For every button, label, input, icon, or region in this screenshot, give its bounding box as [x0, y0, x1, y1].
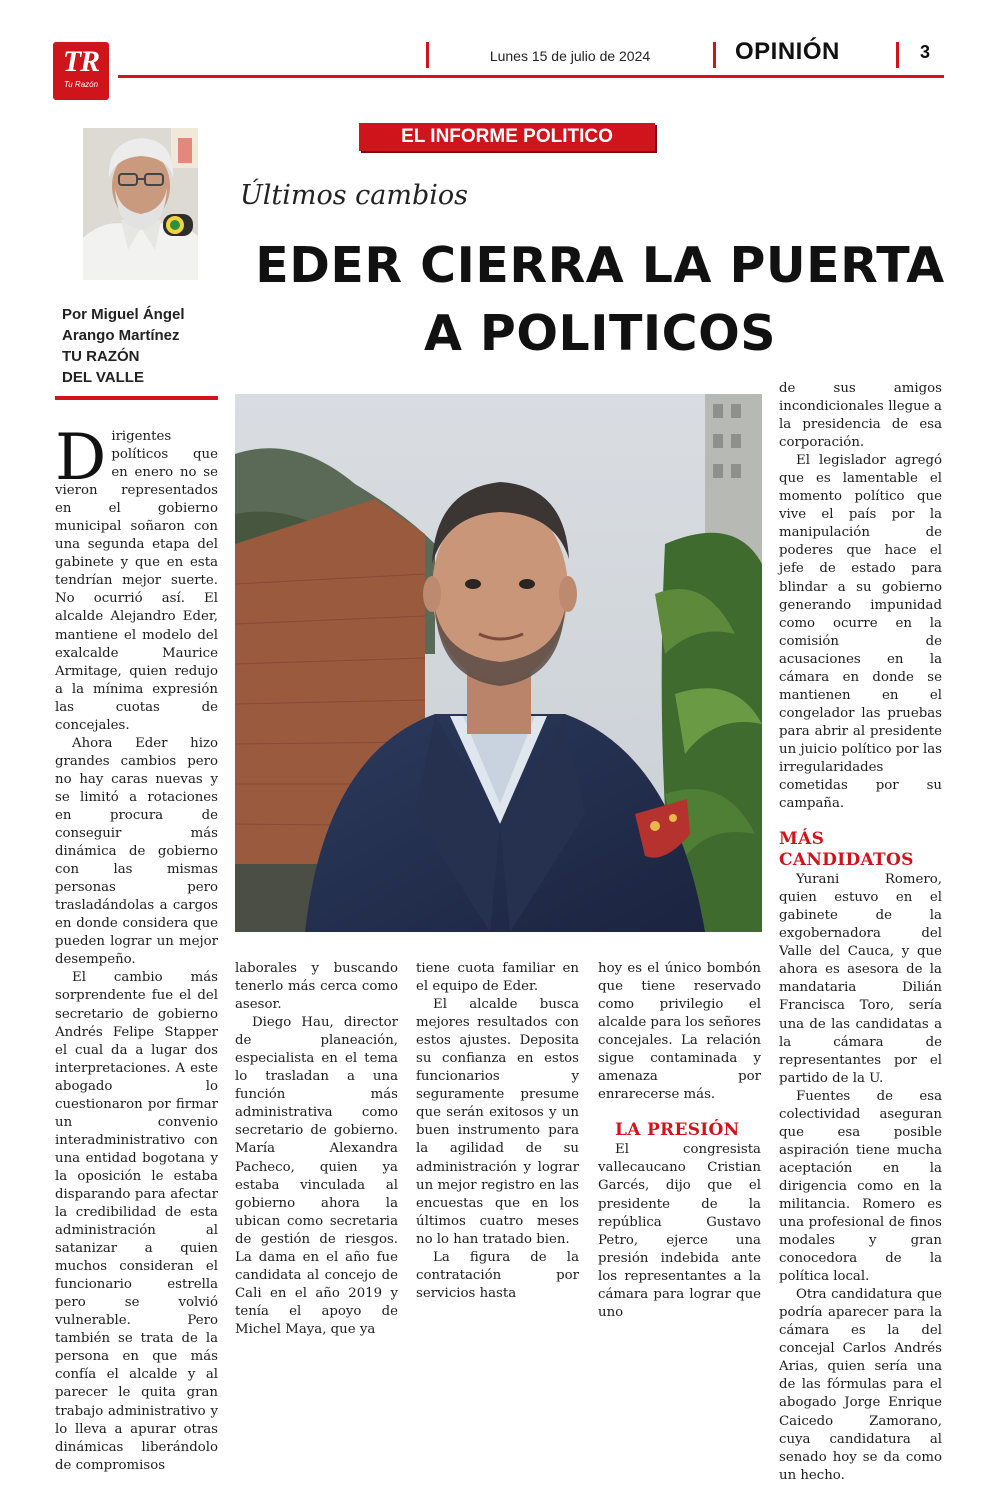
header-divider	[426, 42, 429, 68]
section-title: OPINIÓN	[735, 38, 840, 65]
heading-line: MÁS	[779, 829, 825, 850]
author-byline	[62, 304, 232, 388]
article-paragraph: hoy es el único bombón que tiene reservado como privilegio el alcalde para los señores concejales. La relación sigue contaminada y amenaza por enrarecerse más.	[598, 961, 761, 1103]
article-paragraph: Fuentes de esa colectividad aseguran que esa posible aspiración tiene mucha aceptación en la dirigencia como en la militancia. Romero es una profesional de finos modales y gran conocedora de la política local.	[779, 1088, 942, 1285]
article-column-5	[779, 380, 942, 1485]
header-divider	[896, 42, 899, 68]
paragraph-text: irigentes políticos que en enero no se vieron representados en el gobierno municipal soñaron con una segunda etapa del gabinete y que en esta tendrían mejor suerte. No ocurrió así. El alcalde Alejandro Eder, mantiene el modelo del exalcalde Maurice Armitage, quien redujo a la mínima expresión las cuotas de concejales.	[55, 429, 218, 733]
article-paragraph: tiene cuota familiar en el equipo de Eder.	[416, 961, 579, 995]
headline-line: A POLITICOS	[423, 305, 777, 362]
article-paragraph: La figura de la contratación por servicios hasta	[416, 1249, 579, 1301]
article-paragraph: Diego Hau, director de planeación, especialista en el tema lo trasladan a una función más administrativa como secretario de gobierno. María Alexandra Pacheco, quien ya estaba vinculada al gobierno ahora la ubican como secretaria de gestión de riesgos. La dama en el año fue candidata al concejo de Cali en el año 2019 y tenía el apoyo de Michel Maya, que ya	[235, 1015, 398, 1337]
section-heading	[779, 829, 942, 871]
article-column-2	[235, 960, 398, 1339]
article-paragraph: Otra candidatura que podría aparecer para la cámara es la del concejal Carlos Andrés Arias, quien sería una de las fórmulas para el abogado Jorge Enrique Caicedo Zamorano, cuya candidatura al senado hoy se da como un hecho.	[779, 1287, 942, 1483]
article-column-4	[598, 960, 761, 1322]
drop-cap: D	[55, 421, 107, 495]
newspaper-logo[interactable]	[53, 42, 109, 100]
heading-line: CANDIDATOS	[779, 850, 914, 871]
article-paragraph	[55, 421, 218, 735]
headline-line: EDER CIERRA LA PUERTA	[255, 237, 945, 294]
byline-line: Arango Martínez	[62, 327, 180, 344]
byline-line: Por Miguel Ángel	[62, 306, 185, 323]
article-paragraph: El alcalde busca mejores resultados con estos ajustes. Deposita su confianza en estos funcionarios y seguramente presume que serán exitosos y un buen instrumento para la agilidad de su administración y lograr un mejor registro en las encuestas que en los últimos cuatro meses no lo han tratado bien.	[416, 997, 579, 1247]
article-paragraph: de sus amigos incondicionales llegue a la presidencia de esa corporación.	[779, 381, 942, 451]
article-paragraph: Ahora Eder hizo grandes cambios pero no hay caras nuevas y se limitó a rotaciones en procura de conseguir más dinámica de gobierno con las mismas personas pero trasladándolas a cargos en donde considera que pueden lograr un mejor desempeño.	[55, 735, 218, 968]
logo-subtitle: Tu Razón	[63, 80, 99, 89]
page-number: 3	[920, 42, 931, 62]
byline-line: TU RAZÓN	[62, 348, 140, 365]
header-divider	[713, 42, 716, 68]
header-rule	[118, 75, 944, 78]
article-photo	[235, 394, 762, 932]
author-photo	[83, 128, 198, 280]
article-paragraph: laborales y buscando tenerlo más cerca como asesor.	[235, 961, 398, 1013]
article-column-3	[416, 960, 579, 1303]
article-subhead: Últimos cambios	[240, 180, 469, 211]
logo-mark: TR	[62, 45, 100, 78]
article-paragraph: Yurani Romero, quien estuvo en el gabinete de la exgobernadora del Valle del Cauca, y que ahora es asesora de la mandataria Dilián Francisca Toro, sería una de las candidatas a la cámara de representantes por el partido de la U.	[779, 872, 942, 1086]
article-paragraph: El congresista vallecaucano Cristian Garcés, dijo que el presidente de la república Gustavo Petro, ejerce una presión indebida ante los representantes a la cámara para lograr que uno	[598, 1142, 761, 1320]
column-kicker: EL INFORME POLITICO	[359, 123, 655, 151]
issue-date: Lunes 15 de julio de 2024	[489, 48, 651, 64]
article-paragraph: El legislador agregó que es lamentable el momento político que vive el país por la manipulación de poderes que hace el jefe de estado para blindar a su gobierno generando impunidad como ocurre en la comisión de acusaciones en la cámara en donde se mantienen en el congelador las pruebas para abrir al presidente un juicio político por las irregularidades cometidas por su campaña.	[779, 453, 942, 812]
article-headline	[235, 232, 965, 368]
byline-rule	[55, 396, 218, 400]
byline-line: DEL VALLE	[62, 369, 144, 386]
section-heading: LA PRESIÓN	[615, 1120, 740, 1141]
article-paragraph: El cambio más sorprendente fue el del secretario de gobierno Andrés Felipe Stapper el cual da a lugar dos interpretaciones. A este abogado lo cuestionaron por firmar un convenio interadministrativo con una entidad bogotana y la oposición le estaba disparando para afectar la credibilidad de esta administración al satanizar a quien muchos consideran el funcionario estrella pero se volvió vulnerable. Pero también se trata de la persona en que más confía el alcalde y al parecer le quita gran trabajo administrativo y lo lleva a apurar otras dinámicas liberándolo de compromisos	[55, 970, 218, 1473]
article-column-1	[55, 421, 218, 1475]
